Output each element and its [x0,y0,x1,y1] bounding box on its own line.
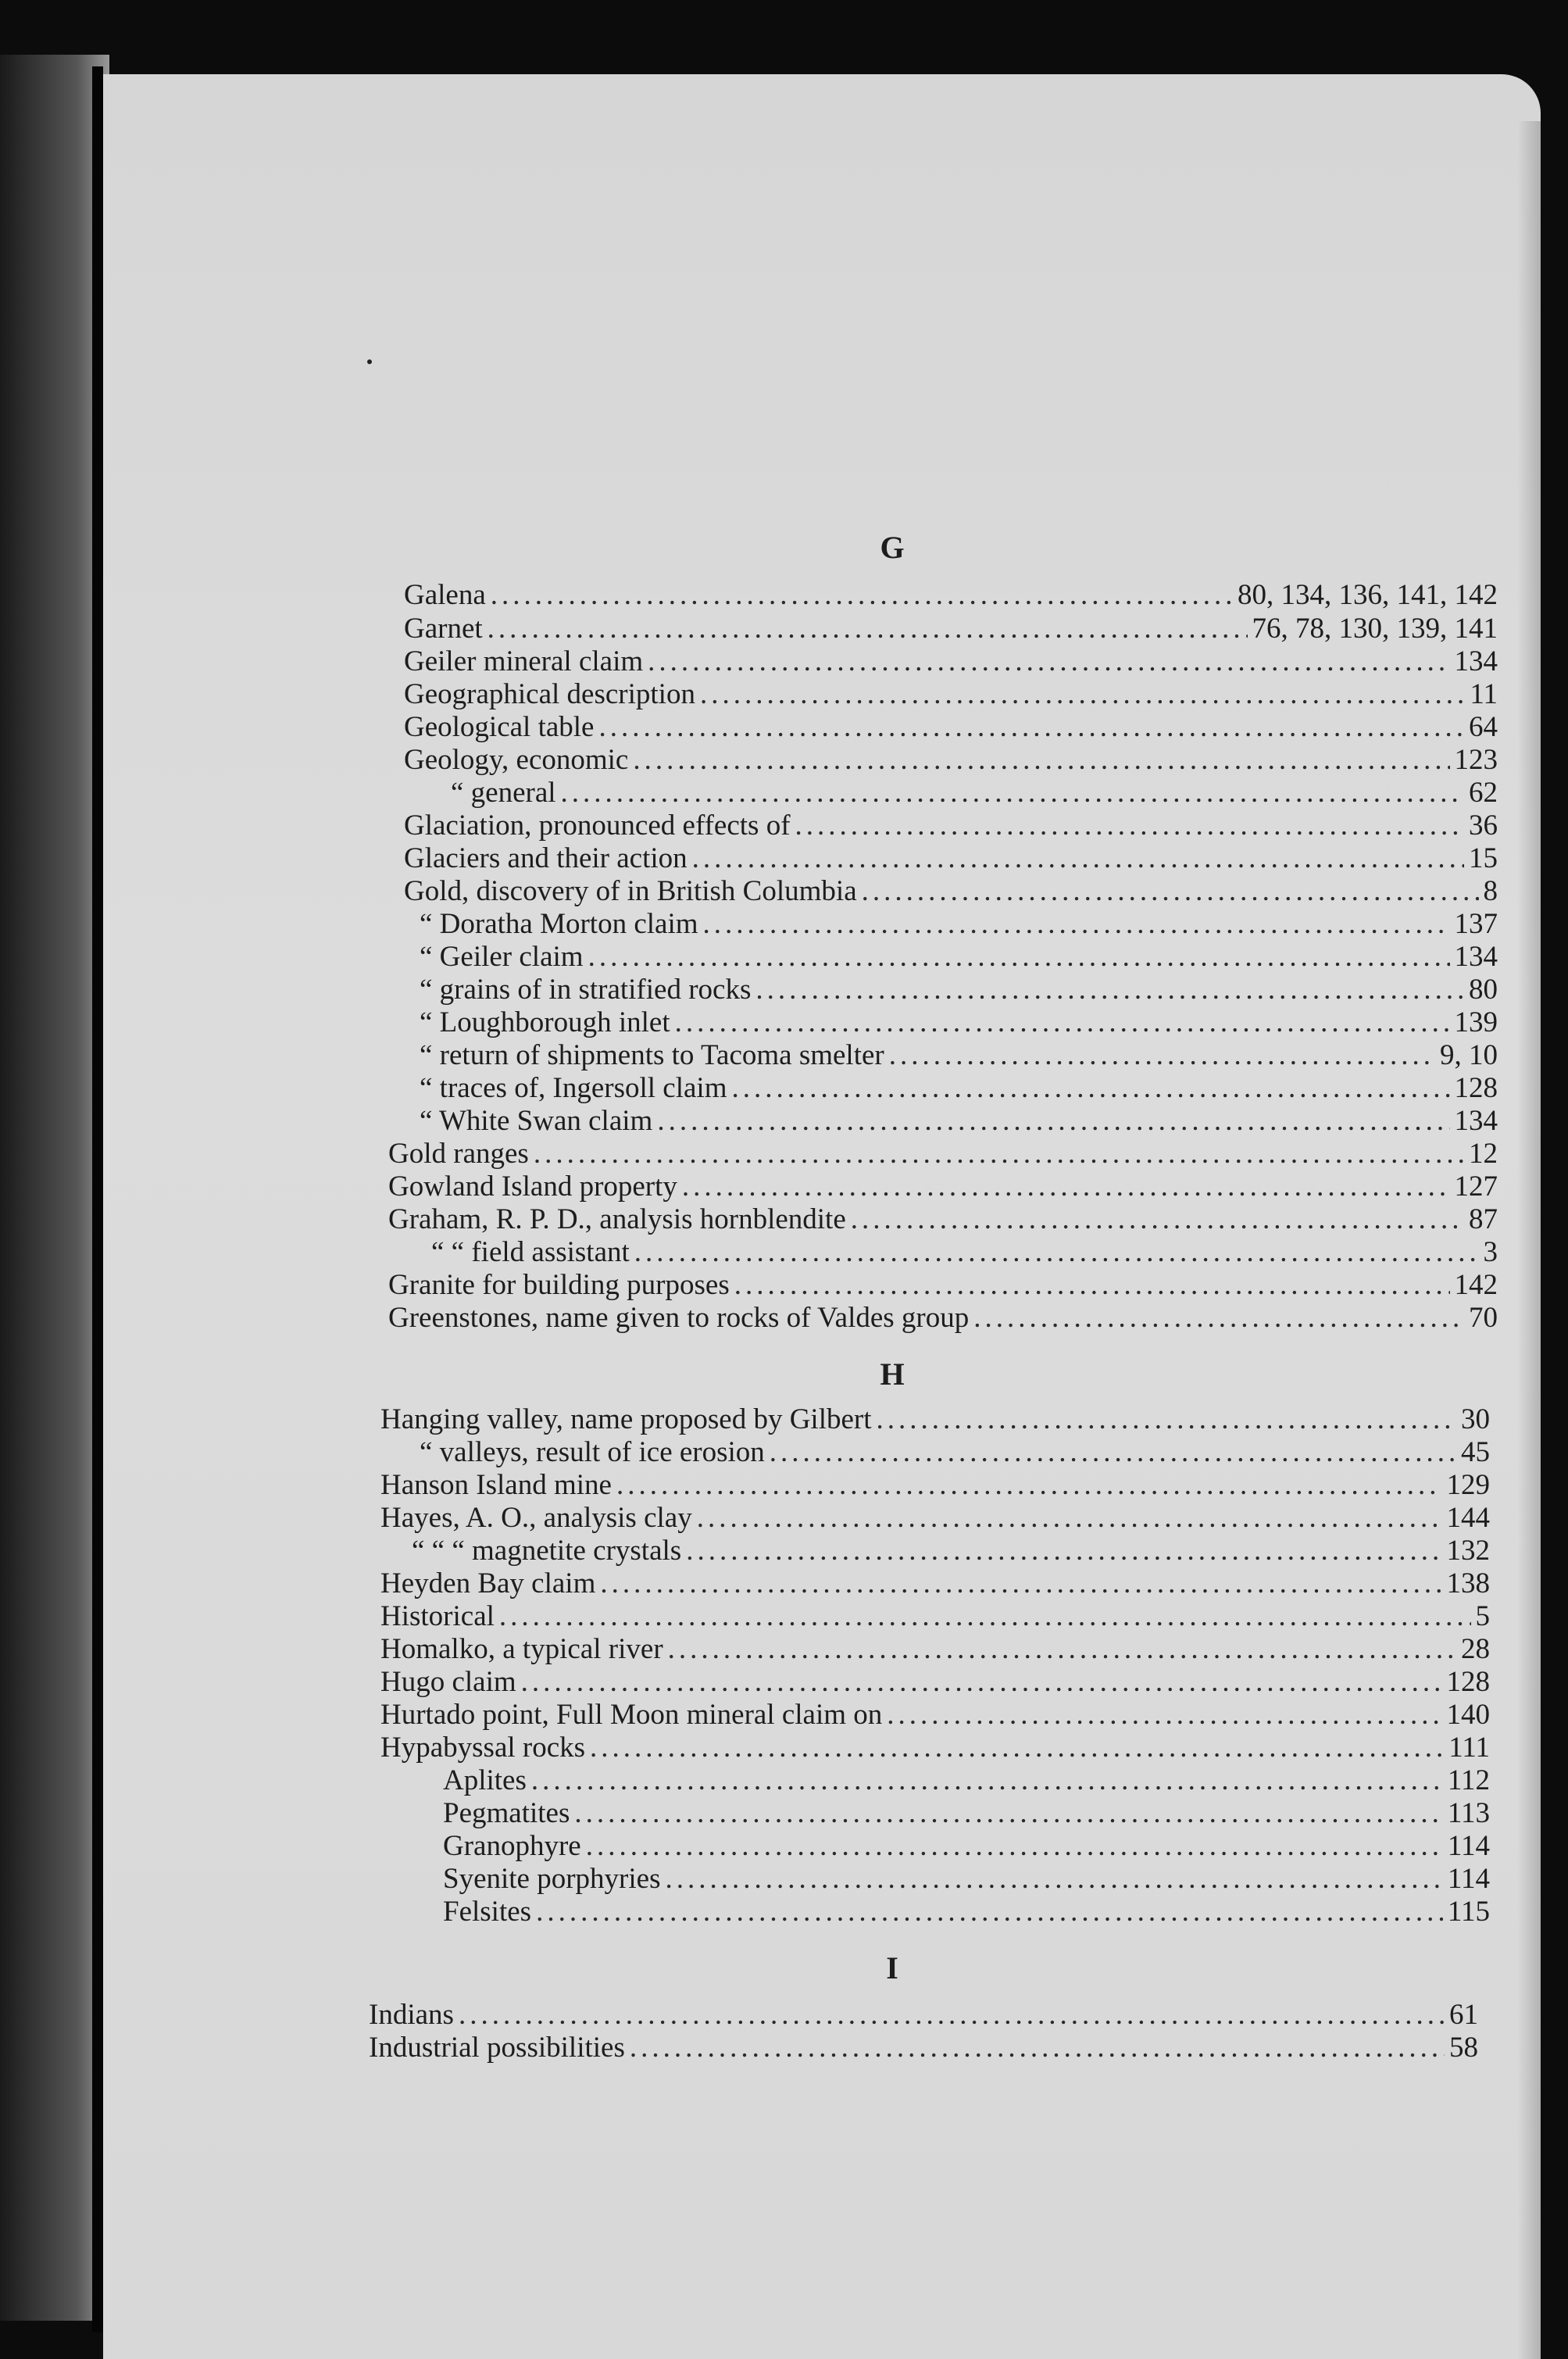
index-entry [443,1862,1490,1896]
entry-term: Hanging valley, name proposed by Gilbert [380,1403,872,1435]
entry-pages: 87 [1469,1203,1498,1235]
index-entry [388,1203,1498,1237]
entry-pages: 58 [1449,2032,1478,2064]
entry-pages: 128 [1446,1666,1490,1698]
entry-pages: 129 [1446,1469,1490,1501]
dot-leader [588,940,1450,974]
entry-pages: 138 [1446,1567,1490,1599]
dot-leader [877,1403,1457,1437]
index-entry [380,1435,1490,1470]
entry-pages: 111 [1448,1732,1490,1764]
index-entry [404,907,1498,942]
index-entry [404,809,1498,843]
dot-leader [887,1698,1441,1732]
entry-term: Hanson Island mine [380,1469,612,1501]
dot-leader [682,1170,1450,1204]
entry-pages: 70 [1469,1302,1498,1334]
entry-pages: 8 [1483,875,1498,907]
entry-term: Geological table [404,711,595,743]
index-entry [443,1829,1490,1864]
entry-term: Historical [380,1600,495,1632]
print-speck [367,359,372,364]
dot-leader [536,1895,1443,1929]
dot-leader [851,1203,1464,1237]
entry-pages: 134 [1454,1105,1498,1137]
index-entry [380,1698,1490,1732]
entry-pages: 76, 78, 130, 139, 141 [1252,613,1498,645]
entry-term: “ traces of, Ingersoll claim [420,1072,727,1104]
dot-leader [459,1998,1445,2032]
dot-leader [657,1104,1449,1138]
dot-leader [499,1599,1471,1634]
entry-term: “ return of shipments to Tacoma smelter [420,1039,884,1071]
index-entry [443,1895,1490,1929]
dot-leader [973,1301,1464,1335]
index-entry [404,1038,1498,1073]
dot-leader [703,907,1450,942]
entry-pages: 113 [1447,1797,1490,1829]
entry-term: Syenite porphyries [443,1863,661,1895]
entry-term: Gold ranges [388,1138,529,1170]
entry-pages: 80 [1469,974,1498,1006]
index-entry [380,1468,1490,1503]
dot-leader [889,1038,1435,1073]
entry-pages: 62 [1469,777,1498,809]
index-entry [380,1632,1490,1667]
entry-pages: 142 [1454,1269,1498,1301]
entry-term: “ valleys, result of ice erosion [420,1436,765,1468]
entry-pages: 28 [1461,1633,1490,1665]
dot-leader [634,1235,1479,1270]
entry-pages: 80, 134, 136, 141, 142 [1238,579,1498,611]
index-entry [404,645,1498,679]
dot-leader [731,1071,1449,1106]
entry-term: “ “ “ magnetite crystals [412,1535,682,1567]
entry-term: Gowland Island property [388,1171,677,1203]
entry-term: Hayes, A. O., analysis clay [380,1502,692,1534]
entry-pages: 132 [1446,1535,1490,1567]
entry-pages: 5 [1475,1600,1490,1632]
entry-pages: 115 [1447,1896,1490,1928]
section-heading-i: I [886,1950,898,1985]
entry-term: “ Geiler claim [420,941,584,973]
entry-term: “ general [451,777,556,809]
entry-pages: 12 [1469,1138,1498,1170]
entry-term: Hurtado point, Full Moon mineral claim on [380,1699,883,1731]
entry-pages: 15 [1469,842,1498,874]
dot-leader [534,1137,1464,1171]
entry-pages: 36 [1469,810,1498,842]
index-entry [404,1104,1498,1138]
entry-pages: 128 [1454,1072,1498,1104]
entry-term: Pegmatites [443,1797,570,1829]
entry-term: Granite for building purposes [388,1269,730,1301]
entry-term: Hypabyssal rocks [380,1732,586,1764]
entry-pages: 137 [1454,908,1498,940]
page-gutter-shadow [92,66,103,2332]
dot-leader [686,1534,1441,1568]
section-heading-h: H [880,1356,905,1392]
index-entry [443,1764,1490,1798]
dot-leader [795,809,1464,843]
entry-term: Heyden Bay claim [380,1567,596,1599]
entry-term: Greenstones, name given to rocks of Valdes group [388,1302,970,1334]
index-entry [404,1071,1498,1106]
dot-leader [491,578,1233,613]
entry-pages: 64 [1469,711,1498,743]
dot-leader [521,1665,1442,1700]
entry-pages: 134 [1454,645,1498,677]
dot-leader [665,1862,1442,1896]
index-entry [404,776,1498,810]
index-entry [380,1534,1490,1568]
index-entry [443,1796,1490,1831]
entry-term: “ “ field assistant [431,1236,630,1268]
entry-pages: 114 [1447,1863,1490,1895]
entry-pages: 3 [1483,1236,1498,1268]
entry-term: Granophyre [443,1830,581,1862]
entry-pages: 30 [1461,1403,1490,1435]
index-entry [404,973,1498,1007]
entry-term: “ White Swan claim [420,1105,653,1137]
entry-pages: 114 [1447,1830,1490,1862]
dot-leader [700,677,1465,712]
index-entry [404,940,1498,974]
dot-leader [598,710,1464,745]
index-entry [404,677,1498,712]
dot-leader [668,1632,1456,1667]
entry-term: Geiler mineral claim [404,645,644,677]
entry-term: Gold, discovery of in British Columbia [404,875,857,907]
entry-term: Garnet [404,613,483,645]
entry-term: Glaciers and their action [404,842,688,874]
index-entry [380,1403,1490,1437]
entry-pages: 9, 10 [1440,1039,1498,1071]
index-entry [404,710,1498,745]
index-entry [388,1137,1498,1171]
entry-term: Felsites [443,1896,532,1928]
entry-pages: 123 [1454,744,1498,776]
entry-term: “ grains of in stratified rocks [420,974,752,1006]
dot-leader [561,776,1464,810]
index-entry [404,612,1498,646]
entry-term: Indians [369,1999,454,2031]
entry-pages: 61 [1449,1999,1478,2031]
section-heading-g: G [880,530,905,565]
index-entry [369,1998,1478,2032]
entry-pages: 11 [1470,678,1498,710]
entry-pages: 112 [1447,1764,1490,1796]
entry-term: Galena [404,579,486,611]
index-page [103,74,1541,2359]
index-entry [404,842,1498,876]
index-entry [404,874,1498,909]
dot-leader [531,1764,1443,1798]
index-entry [380,1567,1490,1601]
entry-pages: 140 [1446,1699,1490,1731]
entry-term: Geology, economic [404,744,629,776]
entry-pages: 45 [1461,1436,1490,1468]
dot-leader [692,842,1464,876]
dot-leader [697,1501,1442,1535]
index-entry [380,1599,1490,1634]
index-entry [380,1731,1490,1765]
index-entry [388,1301,1498,1335]
dot-leader [633,743,1449,777]
dot-leader [574,1796,1442,1831]
index-entry [404,578,1498,613]
entry-term: Glaciation, pronounced effects of [404,810,791,842]
index-entry [380,1501,1490,1535]
dot-leader [755,973,1464,1007]
index-entry [388,1268,1498,1303]
index-entry [380,1665,1490,1700]
entry-term: Hugo claim [380,1666,516,1698]
dot-leader [488,612,1248,646]
entry-pages: 139 [1454,1006,1498,1038]
dot-leader [675,1006,1450,1040]
entry-term: Homalko, a typical river [380,1633,663,1665]
dot-leader [586,1829,1443,1864]
dot-leader [630,2031,1445,2065]
index-entry [369,2031,1478,2065]
dot-leader [590,1731,1444,1765]
entry-term: Industrial possibilities [369,2032,625,2064]
dot-leader [734,1268,1450,1303]
dot-leader [648,645,1449,679]
dot-leader [862,874,1479,909]
entry-term: Aplites [443,1764,527,1796]
entry-term: Graham, R. P. D., analysis hornblendite [388,1203,846,1235]
entry-pages: 144 [1446,1502,1490,1534]
index-entry [388,1235,1498,1270]
dot-leader [770,1435,1456,1470]
dot-leader [600,1567,1441,1601]
entry-term: “ Doratha Morton claim [420,908,698,940]
index-entry [404,1006,1498,1040]
entry-pages: 127 [1454,1171,1498,1203]
entry-term: “ Loughborough inlet [420,1006,670,1038]
entry-term: Geographical description [404,678,695,710]
index-entry [388,1170,1498,1204]
entry-pages: 134 [1454,941,1498,973]
index-entry [404,743,1498,777]
dot-leader [616,1468,1442,1503]
